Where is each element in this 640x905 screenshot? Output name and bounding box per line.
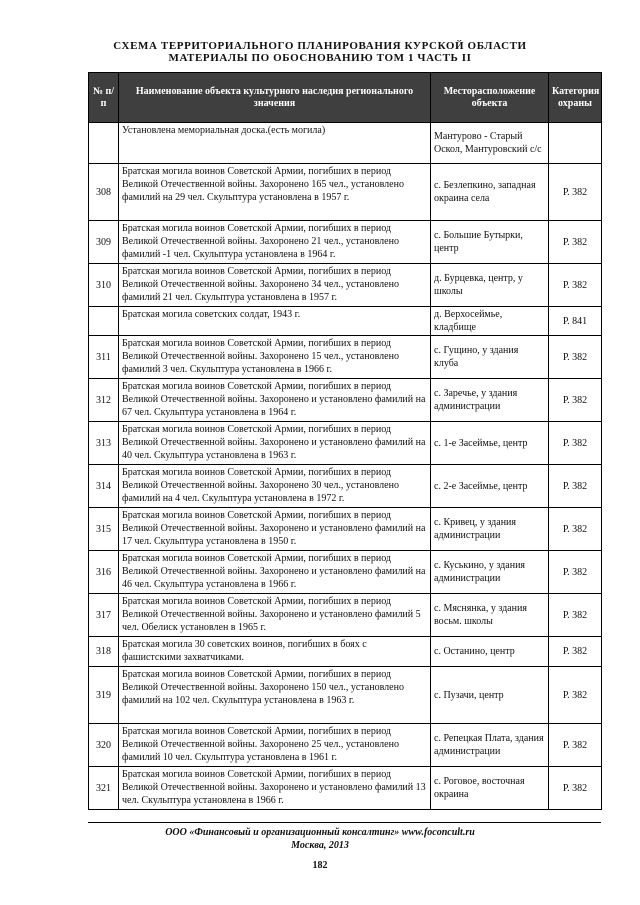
cell-num: 316 <box>89 551 119 594</box>
cell-category: Р. 382 <box>549 422 602 465</box>
cell-name: Установлена мемориальная доска.(есть могила) <box>119 123 431 164</box>
table-row <box>89 667 602 724</box>
cell-num: 309 <box>89 221 119 264</box>
footer-company: ООО «Финансовый и организационный консалтинг» www.foconcult.ru <box>165 827 475 838</box>
cell-num: 313 <box>89 422 119 465</box>
cell-location: с. Роговое, восточная окраина <box>431 767 549 810</box>
cell-name: Братская могила воинов Советской Армии, погибших в период Великой Отечественной войны. Захоронено и установлено фамилий 5 чел. Обелиск установлен в 1965 г. <box>119 594 431 637</box>
cell-name: Братская могила воинов Советской Армии, погибших в период Великой Отечественной войны. Захоронено и установлено фамилий на 40 чел. Скульптура установлена в 1963 г. <box>119 422 431 465</box>
table-row <box>89 767 602 810</box>
cell-name: Братская могила советских солдат, 1943 г. <box>119 307 431 336</box>
cell-name: Братская могила воинов Советской Армии, погибших в период Великой Отечественной войны. Захоронено 150 чел., установлено фамилий на 102 чел. Скульптура установлена в 1963 г. <box>119 667 431 724</box>
cell-name: Братская могила воинов Советской Армии, погибших в период Великой Отечественной войны. Захоронено и установлено фамилий 13 чел. Скульптура установлена в 1966 г. <box>119 767 431 810</box>
cell-location: с. Репецкая Плата, здания администрации <box>431 724 549 767</box>
cell-category: Р. 382 <box>549 336 602 379</box>
cell-category: Р. 382 <box>549 724 602 767</box>
table-row <box>89 637 602 667</box>
document-title: СХЕМА ТЕРРИТОРИАЛЬНОГО ПЛАНИРОВАНИЯ КУРСКОЙ ОБЛАСТИ <box>113 40 527 52</box>
header-category: Категория охраны <box>549 73 602 123</box>
table-row <box>89 551 602 594</box>
cell-location: с. 2-е Засеймье, центр <box>431 465 549 508</box>
cell-num: 321 <box>89 767 119 810</box>
header-num: № п/п <box>89 73 119 123</box>
cell-num <box>89 307 119 336</box>
cell-category: Р. 382 <box>549 264 602 307</box>
cell-num: 311 <box>89 336 119 379</box>
cell-location: с. Куськино, у здания администрации <box>431 551 549 594</box>
footer-city-year: Москва, 2013 <box>291 840 349 851</box>
cell-category: Р. 382 <box>549 551 602 594</box>
table-row <box>89 164 602 221</box>
cell-category: Р. 382 <box>549 164 602 221</box>
cell-num: 319 <box>89 667 119 724</box>
table-row <box>89 508 602 551</box>
cell-category: Р. 382 <box>549 465 602 508</box>
table-row <box>89 594 602 637</box>
cell-name: Братская могила воинов Советской Армии, погибших в период Великой Отечественной войны. Захоронено 21 чел., установлено фамилий -1 чел. Скульптура установлена в 1964 г. <box>119 221 431 264</box>
cell-num: 312 <box>89 379 119 422</box>
cell-num <box>89 123 119 164</box>
table-row <box>89 307 602 336</box>
cell-name: Братская могила воинов Советской Армии, погибших в период Великой Отечественной войны. Захоронено 30 чел., установлено фамилий на 4 чел. Скульптура установлена в 1972 г. <box>119 465 431 508</box>
cell-num: 320 <box>89 724 119 767</box>
cell-name: Братская могила воинов Советской Армии, погибших в период Великой Отечественной войны. Захоронено и установлено фамилий на 67 чел. Скульптура установлена в 1964 г. <box>119 379 431 422</box>
footer-divider <box>88 822 601 823</box>
heritage-table <box>88 72 602 810</box>
cell-category: Р. 841 <box>549 307 602 336</box>
cell-name: Братская могила 30 советских воинов, погибших в боях с фашистскими захватчиками. <box>119 637 431 667</box>
cell-name: Братская могила воинов Советской Армии, погибших в период Великой Отечественной войны. Захоронено и установлено фамилий на 46 чел. Скульптура установлена в 1966 г. <box>119 551 431 594</box>
cell-location: с. 1-е Засеймье, центр <box>431 422 549 465</box>
document-subtitle: МАТЕРИАЛЫ ПО ОБОСНОВАНИЮ ТОМ 1 ЧАСТЬ II <box>168 52 472 64</box>
cell-location: с. Останино, центр <box>431 637 549 667</box>
header-location: Месторасположение объекта <box>431 73 549 123</box>
cell-category: Р. 382 <box>549 637 602 667</box>
cell-location: с. Безлепкино, западная окраина села <box>431 164 549 221</box>
cell-location: д. Бурцевка, центр, у школы <box>431 264 549 307</box>
cell-location: д. Верхосеймье, кладбище <box>431 307 549 336</box>
cell-category: Р. 382 <box>549 379 602 422</box>
cell-location: с. Заречье, у здания администрации <box>431 379 549 422</box>
cell-name: Братская могила воинов Советской Армии, погибших в период Великой Отечественной войны. Захоронено и установлено фамилий на 17 чел. Скульптура установлена в 1950 г. <box>119 508 431 551</box>
cell-location: с. Большие Бутырки, центр <box>431 221 549 264</box>
cell-name: Братская могила воинов Советской Армии, погибших в период Великой Отечественной войны. Захоронено 25 чел., установлено фамилий 10 чел. Скульптура установлена в 1961 г. <box>119 724 431 767</box>
cell-location: с. Кривец, у здания администрации <box>431 508 549 551</box>
cell-num: 308 <box>89 164 119 221</box>
cell-location: с. Мяснянка, у здания восьм. школы <box>431 594 549 637</box>
cell-num: 318 <box>89 637 119 667</box>
cell-category: Р. 382 <box>549 767 602 810</box>
table-row <box>89 422 602 465</box>
cell-location: с. Гущино, у здания клуба <box>431 336 549 379</box>
page-number: 182 <box>312 860 328 871</box>
cell-num: 317 <box>89 594 119 637</box>
cell-location: Мантурово - Старый Оскол, Мантуровский с/с <box>431 123 549 164</box>
table-header-row <box>89 73 602 123</box>
cell-num: 310 <box>89 264 119 307</box>
table-row <box>89 221 602 264</box>
cell-name: Братская могила воинов Советской Армии, погибших в период Великой Отечественной войны. Захоронено 15 чел., установлено фамилий 3 чел. Скульптура установлена в 1966 г. <box>119 336 431 379</box>
table-row <box>89 465 602 508</box>
table-row <box>89 123 602 164</box>
table-row <box>89 724 602 767</box>
table-row <box>89 264 602 307</box>
cell-name: Братская могила воинов Советской Армии, погибших в период Великой Отечественной войны. Захоронено 165 чел., установлено фамилий на 29 чел. Скульптура установлена в 1957 г. <box>119 164 431 221</box>
cell-num: 314 <box>89 465 119 508</box>
header-name: Наименование объекта культурного наследия регионального значения <box>119 73 431 123</box>
cell-category: Р. 382 <box>549 594 602 637</box>
cell-num: 315 <box>89 508 119 551</box>
cell-name: Братская могила воинов Советской Армии, погибших в период Великой Отечественной войны. Захоронено 34 чел., установлено фамилий 21 чел. Скульптура установлена в 1957 г. <box>119 264 431 307</box>
cell-category: Р. 382 <box>549 508 602 551</box>
cell-location: с. Пузачи, центр <box>431 667 549 724</box>
cell-category: Р. 382 <box>549 221 602 264</box>
table-row <box>89 379 602 422</box>
cell-category: Р. 382 <box>549 667 602 724</box>
table-row <box>89 336 602 379</box>
table-body <box>89 123 602 810</box>
cell-category <box>549 123 602 164</box>
